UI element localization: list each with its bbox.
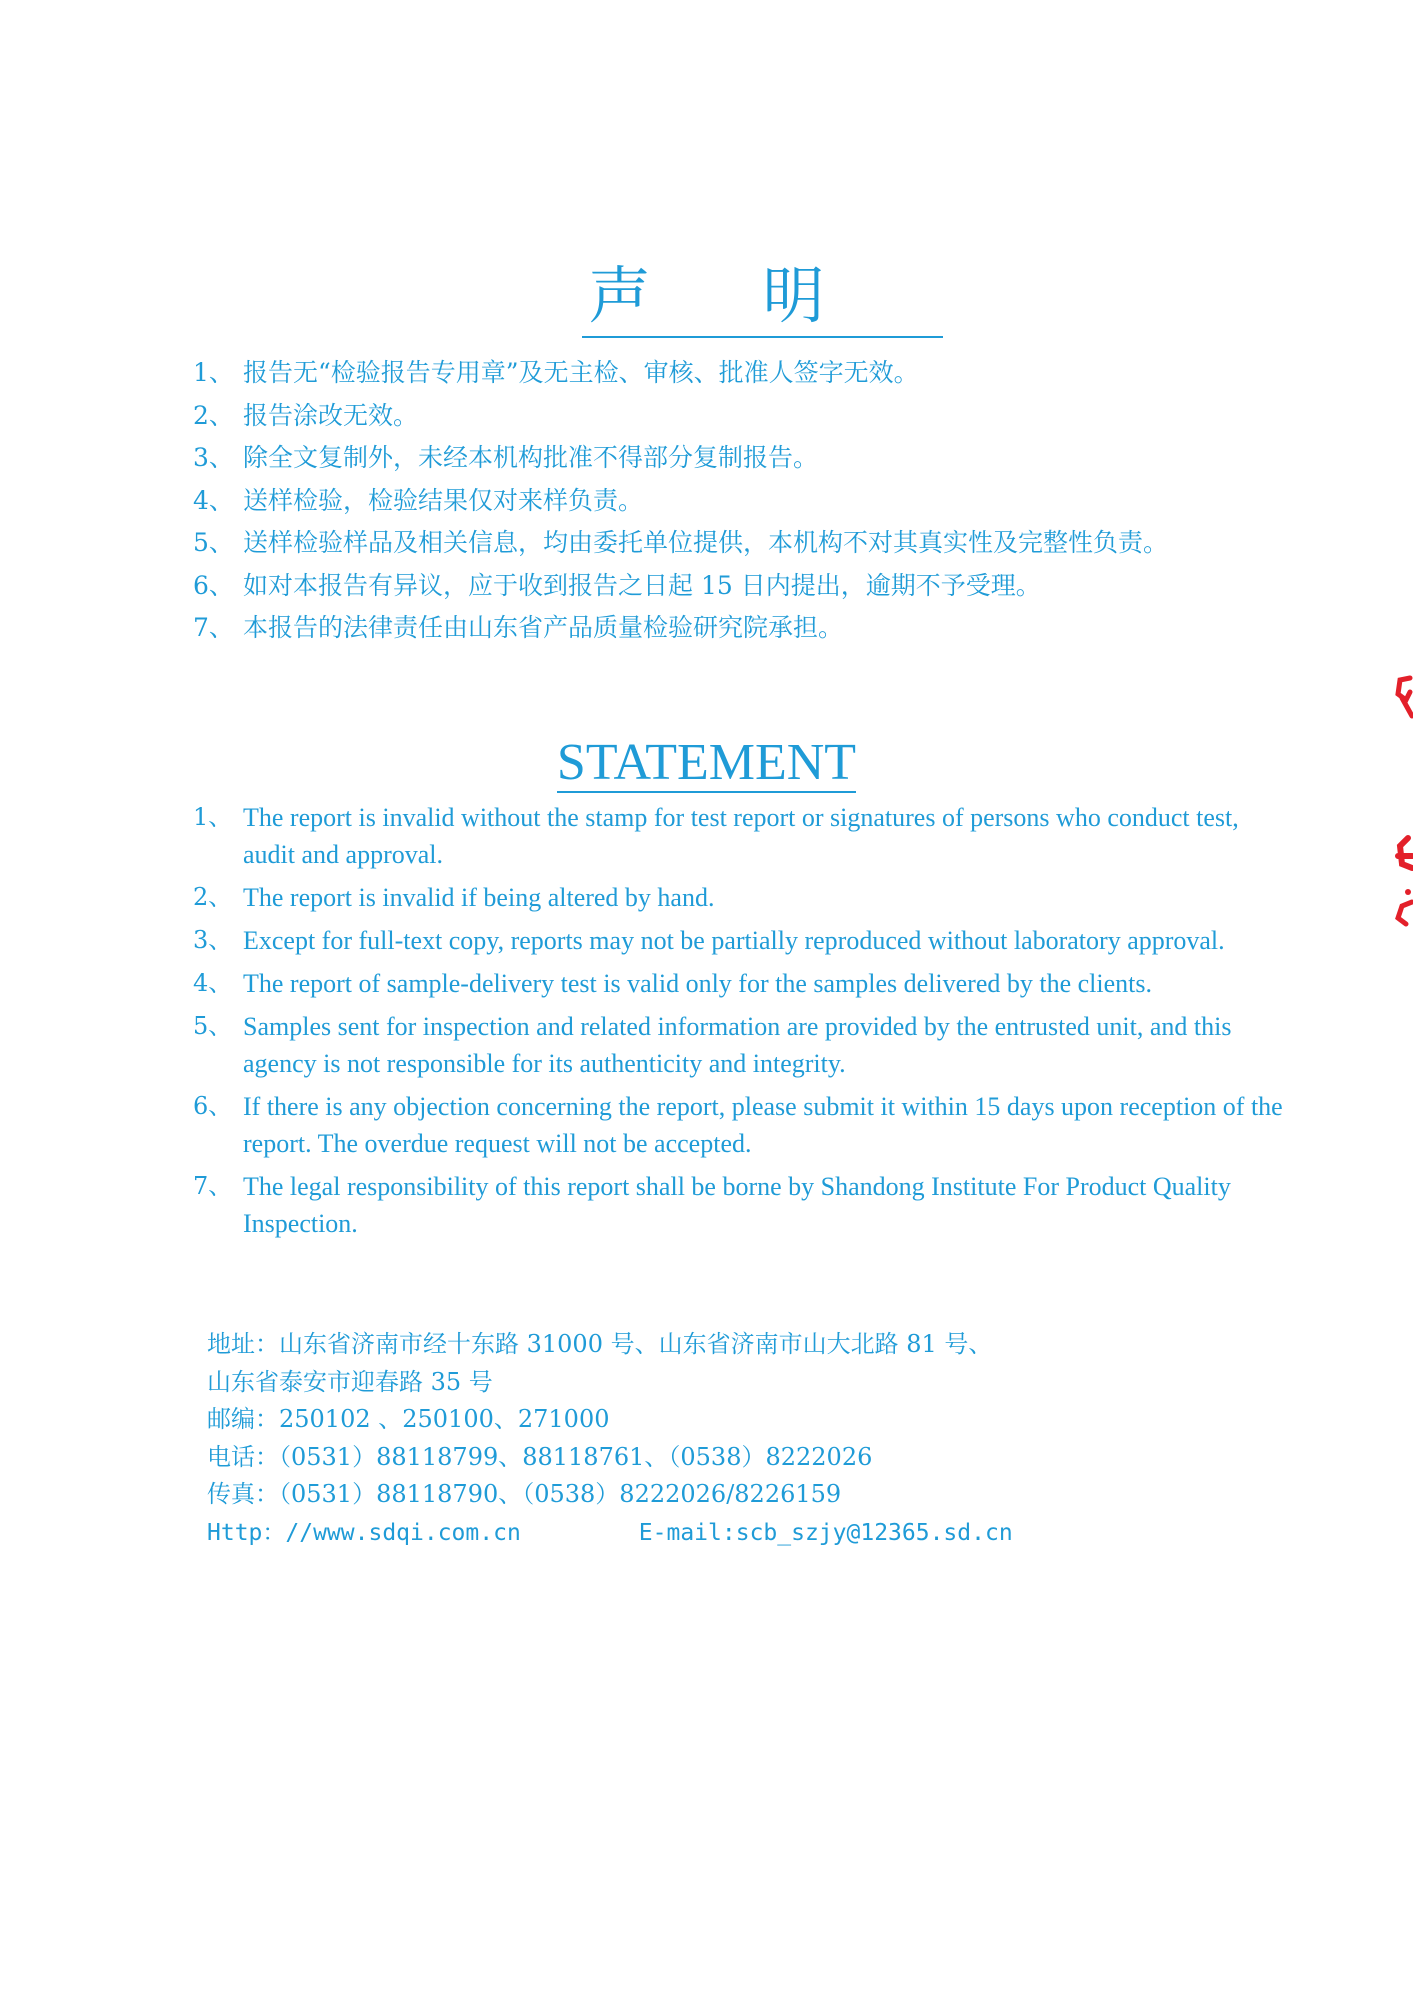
item-number: 6、	[193, 570, 234, 600]
list-item	[193, 1088, 1293, 1162]
item-text: The report is invalid if being altered by hand.	[243, 883, 715, 912]
list-item	[193, 922, 1293, 959]
list-item	[193, 1168, 1293, 1242]
item-text: 如对本报告有异议，应于收到报告之日起 15 日内提出，逾期不予受理。	[243, 570, 1041, 600]
list-item	[193, 437, 1333, 480]
item-text: 报告涂改无效。	[243, 400, 419, 430]
list-item	[193, 480, 1333, 523]
chinese-statement-list	[193, 352, 1333, 650]
item-number: 5、	[193, 1012, 233, 1040]
item-number: 4、	[193, 969, 233, 997]
title-english	[0, 732, 1413, 794]
web-and-email-line	[207, 1514, 1357, 1553]
item-number: 1、	[193, 358, 234, 387]
address-line-1: 地址：山东省济南市经十东路 31000 号、山东省济南市山大北路 81 号、	[207, 1330, 993, 1358]
item-number: 5、	[193, 528, 234, 557]
item-text: 报告无“检验报告专用章”及无主检、审核、批准人签字无效。	[243, 358, 919, 387]
item-text: The report is invalid without the stamp for test report or signatures of persons who conduct test, audit and approval.	[243, 803, 1239, 869]
item-number: 6、	[193, 1092, 233, 1120]
item-number: 2、	[193, 883, 233, 911]
phone: 电话：（0531）88118799、88118761、（0538）8222026	[207, 1442, 873, 1471]
item-text: If there is any objection concerning the report, please submit it within 15 days upon reception of the report. The overdue request will not be accepted.	[243, 1092, 1283, 1158]
address-line-2: 山东省泰安市迎春路 35 号	[207, 1367, 493, 1396]
list-item	[193, 1008, 1293, 1082]
item-text: The legal responsibility of this report shall be borne by Shandong Institute For Product Quality Inspection.	[243, 1172, 1231, 1238]
item-number: 7、	[193, 613, 234, 642]
red-stamp-edge	[1388, 670, 1413, 950]
list-item	[193, 565, 1333, 608]
item-text: 送样检验样品及相关信息，均由委托单位提供，本机构不对其真实性及完整性负责。	[243, 528, 1169, 557]
list-item	[193, 395, 1333, 438]
item-text: 送样检验，检验结果仅对来样负责。	[243, 485, 644, 515]
item-number: 3、	[193, 926, 233, 954]
list-item	[193, 607, 1333, 650]
english-statement-list	[193, 799, 1293, 1248]
item-text: 本报告的法律责任由山东省产品质量检验研究院承担。	[243, 613, 844, 642]
title-chinese-text: 声明	[582, 258, 942, 338]
postcode: 邮编：250102 、250100、271000	[207, 1405, 610, 1433]
item-number: 3、	[193, 443, 234, 472]
item-number: 7、	[193, 1172, 233, 1200]
fax: 传真：（0531）88118790、（0538）8222026/8226159	[207, 1480, 842, 1508]
item-number: 1、	[193, 803, 233, 831]
list-item	[193, 352, 1333, 395]
item-text: Except for full-text copy, reports may not be partially reproduced without laboratory approval.	[243, 926, 1225, 955]
contact-block	[207, 1326, 1357, 1552]
website-link[interactable]: Http：//www.sdqi.com.cn	[207, 1519, 521, 1546]
list-item	[193, 522, 1333, 565]
title-english-text: STATEMENT	[556, 734, 857, 791]
item-text: 除全文复制外，未经本机构批准不得部分复制报告。	[243, 443, 819, 472]
title-chinese	[0, 258, 1413, 338]
list-item	[193, 799, 1293, 873]
email-link[interactable]: E-mail:scb_szjy@12365.sd.cn	[638, 1519, 1013, 1546]
item-text: The report of sample-delivery test is valid only for the samples delivered by the clients.	[243, 969, 1153, 998]
list-item	[193, 879, 1293, 916]
list-item	[193, 965, 1293, 1002]
item-number: 2、	[193, 400, 234, 430]
item-number: 4、	[193, 485, 234, 515]
item-text: Samples sent for inspection and related information are provided by the entrusted unit, and this agency is not responsible for its authenticity and integrity.	[243, 1012, 1232, 1078]
